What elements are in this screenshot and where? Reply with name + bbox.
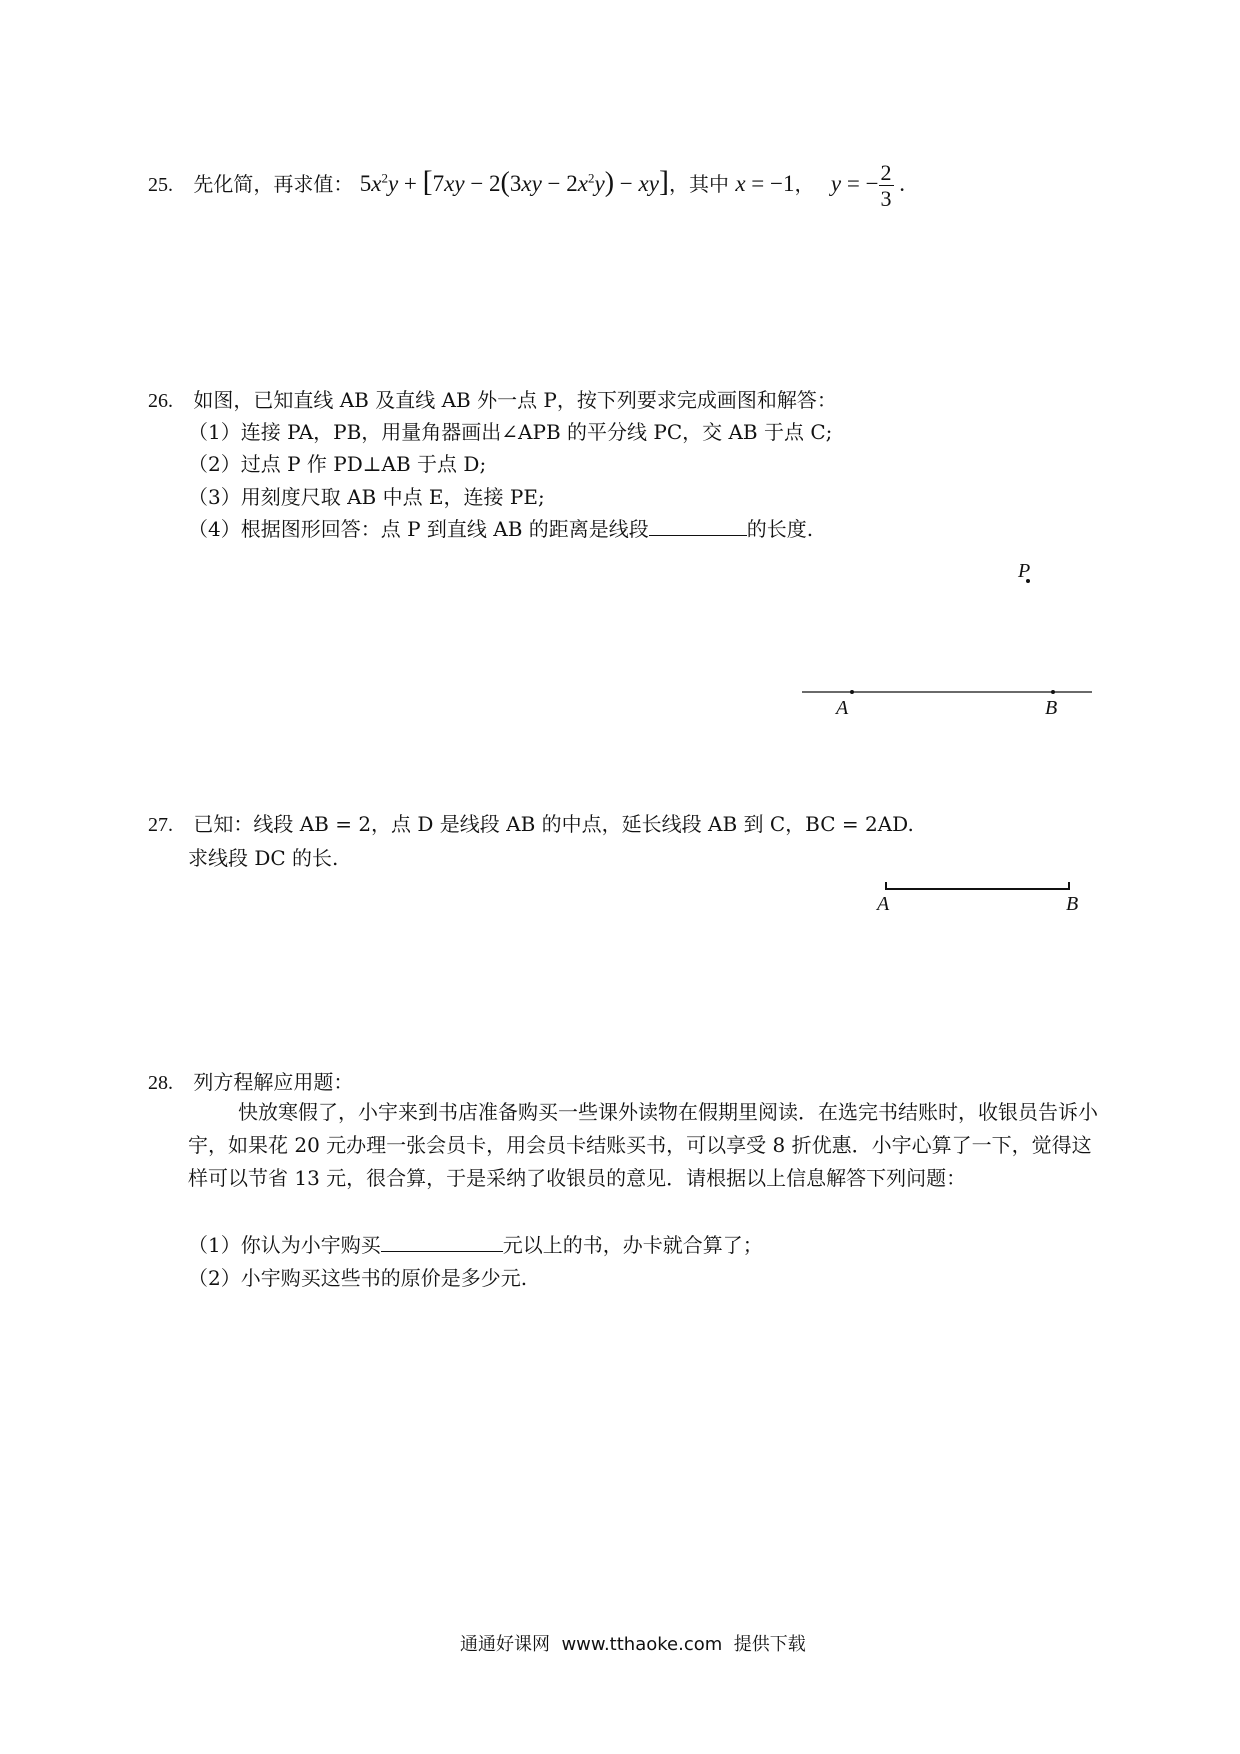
question-number: 28. — [148, 1072, 173, 1094]
fraction-denominator: 3 — [880, 186, 892, 212]
q26-item-2: （2）过点 P 作 PD⊥AB 于点 D; — [188, 452, 487, 476]
x-condition: x = −1 — [735, 171, 795, 197]
q28-item-1-before: （1）你认为小宇购买 — [188, 1233, 381, 1257]
q26-item-4 — [188, 513, 813, 542]
question-25: 25. 先化简，再求值： $5x^2y + [7xy - 2(3xy - 2x^2y) - xy]$，其中 x = −1， y = − $\frac{2}{3}$ . — [148, 160, 906, 212]
label-a: A — [836, 697, 849, 719]
answer-blank[interactable] — [649, 515, 747, 536]
q28-item-2: （2）小宇购买这些书的原价是多少元. — [188, 1266, 528, 1290]
q26-item-4-before: （4）根据图形回答：点 P 到直线 AB 的距离是线段 — [188, 517, 649, 541]
question-27-line-1: 已知：线段 AB = 2，点 D 是线段 AB 的中点，延长线段 AB 到 C，BC = 2AD. — [193, 812, 914, 836]
question-28 — [148, 1066, 353, 1095]
label-b: B — [1045, 697, 1058, 719]
y-condition: y = − $\frac{2}{3}$ . — [830, 160, 906, 212]
q26-item-1: （1）连接 PA，PB，用量角器画出∠APB 的平分线 PC，交 AB 于点 C; — [188, 420, 833, 444]
question-number: 25. — [148, 174, 173, 197]
question-27 — [148, 808, 914, 837]
fraction-numerator: 2 — [880, 160, 892, 185]
point-b — [1051, 690, 1055, 694]
answer-blank[interactable] — [381, 1231, 503, 1252]
question-number: 26. — [148, 390, 173, 412]
q27-figure — [880, 878, 1080, 898]
label-a: A — [877, 893, 890, 915]
label-p: P — [1018, 560, 1031, 582]
label-b: B — [1066, 893, 1079, 915]
point-a — [850, 690, 854, 694]
question-28-paragraph: 快放寒假了，小宇来到书店准备购买一些课外读物在假期里阅读．在选完书结账时，收银员告诉小宇，如果花 20 元办理一张会员卡，用会员卡结账买书，可以享受 8 折优惠．小宇心算了一下，觉得这样可以节省 13 元，很合算，于是采纳了收银员的意见．请根据以上信息解答下列问题： — [188, 1100, 1098, 1190]
question-27-line-2: 求线段 DC 的长. — [188, 846, 339, 870]
fraction — [879, 160, 894, 212]
question-26 — [148, 384, 837, 413]
y-sign: − — [865, 171, 879, 197]
q26-figure — [790, 550, 1110, 720]
q26-item-4-after: 的长度. — [746, 517, 814, 541]
question-28-title: 列方程解应用题： — [193, 1070, 354, 1094]
question-26-stem: 如图，已知直线 AB 及直线 AB 外一点 P，按下列要求完成画图和解答： — [193, 388, 837, 412]
question-number: 27. — [148, 814, 173, 836]
condition-separator: ，其中 — [668, 172, 729, 197]
x-value: −1 — [770, 171, 795, 197]
question-25-prompt: 先化简，再求值： — [193, 172, 354, 197]
q28-item-1 — [188, 1229, 763, 1258]
q28-item-1-after: 元以上的书，办卡就合算了； — [502, 1233, 763, 1257]
q26-item-3: （3）用刻度尺取 AB 中点 E，连接 PE; — [188, 485, 545, 509]
expression: $5x^2y + [7xy - 2(3xy - 2x^2y) - xy]$ — [359, 165, 669, 199]
page-footer: 通通好课网 www.tthaoke.com 提供下载 — [460, 1634, 806, 1655]
